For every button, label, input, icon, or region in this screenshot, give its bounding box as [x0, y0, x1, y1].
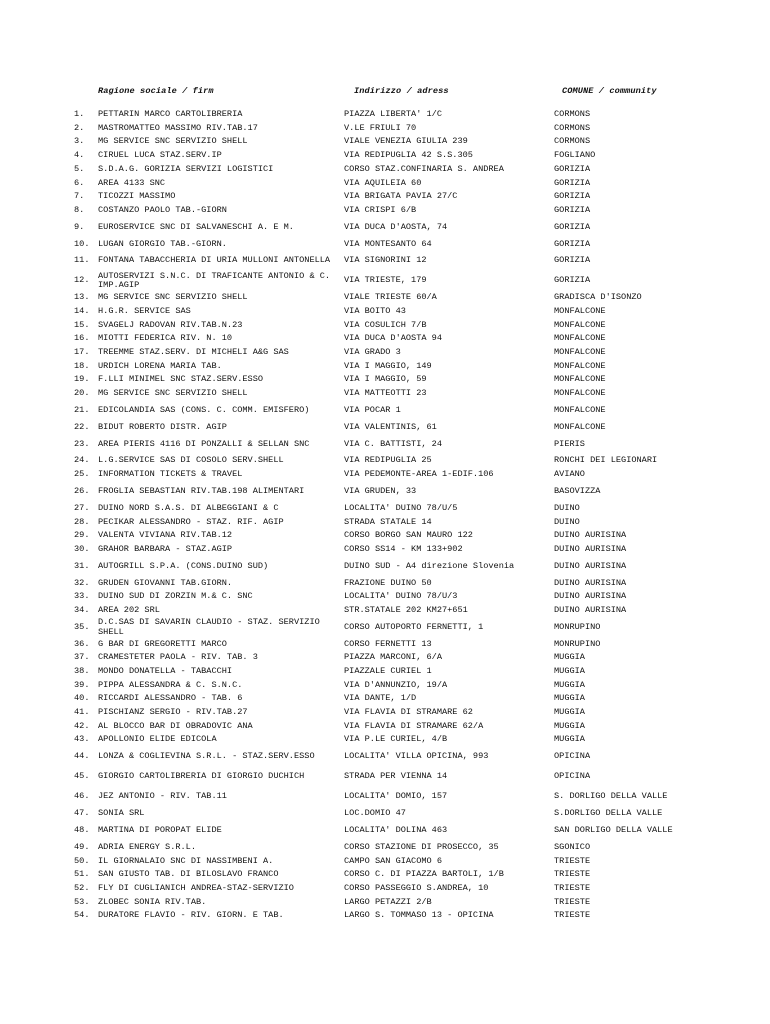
row-number: 54. [74, 910, 90, 921]
row-number: 2. [74, 122, 85, 133]
table-row [0, 787, 770, 807]
address: LOCALITA' VILLA OPICINA, 993 [344, 751, 489, 762]
row-number: 34. [74, 604, 90, 615]
table-row [0, 401, 770, 421]
firm-name: AREA PIERIS 4116 DI PONZALLI & SELLAN SNC [98, 438, 310, 449]
firm-name: GRUDEN GIOVANNI TAB.GIORN. [98, 577, 233, 588]
table-row [0, 720, 770, 734]
row-number: 24. [74, 455, 90, 466]
row-number: 9. [74, 221, 85, 232]
row-number: 38. [74, 666, 90, 677]
address: VIA BOITO 43 [344, 305, 406, 316]
community: SAN DORLIGO DELLA VALLE [554, 825, 673, 835]
firm-name: AREA 202 SRL [98, 604, 160, 615]
row-number: 40. [74, 693, 90, 704]
firm-name: COSTANZO PAOLO TAB.-GIORN [98, 204, 227, 215]
address: VIA C. BATTISTI, 24 [344, 438, 442, 449]
address: PIAZZA MARCONI, 6/A [344, 652, 442, 663]
address: VIA VALENTINIS, 61 [344, 421, 437, 432]
address: CORSO STAZ.CONFINARIA S. ANDREA [344, 163, 504, 174]
address: VIA I MAGGIO, 149 [344, 360, 432, 371]
firm-name: DURATORE FLAVIO - RIV. GIORN. E TAB. [98, 910, 284, 921]
community: GORIZIA [554, 255, 591, 266]
firm-name: PETTARIN MARCO CARTOLIBRERIA [98, 109, 243, 120]
community: MONRUPINO [554, 638, 601, 649]
address: CORSO PASSEGGIO S.ANDREA, 10 [344, 882, 489, 893]
row-number: 49. [74, 841, 90, 852]
address: VIA FLAVIA DI STRAMARE 62/A [344, 720, 484, 731]
community: GORIZIA [554, 221, 591, 232]
firm-name: SVAGELJ RADOVAN RIV.TAB.N.23 [98, 319, 243, 330]
row-number: 19. [74, 374, 90, 385]
table-row [0, 251, 770, 271]
row-number: 39. [74, 679, 90, 690]
row-number: 5. [74, 163, 85, 174]
address: DUINO SUD - A4 direzione Slovenia [344, 560, 515, 571]
firm-name: MG SERVICE SNC SERVIZIO SHELL [98, 292, 248, 303]
community: MONFALCONE [554, 333, 606, 344]
address: LOCALITA' DUINO 78/U/3 [344, 591, 458, 602]
address: CORSO SS14 - KM 133+902 [344, 543, 463, 554]
community: MUGGIA [554, 666, 585, 677]
table-row [0, 909, 770, 923]
table-row [0, 515, 770, 529]
firm-name: FLY DI CUGLIANICH ANDREA-STAZ-SERVIZIO [98, 882, 294, 893]
address: CORSO BORGO SAN MAURO 122 [344, 530, 473, 541]
community: AVIANO [554, 469, 585, 480]
address: FRAZIONE DUINO 50 [344, 577, 432, 588]
row-number: 36. [74, 638, 90, 649]
table-row [0, 434, 770, 454]
firm-name: AUTOGRILL S.P.A. (CONS.DUINO SUD) [98, 560, 269, 571]
table-row [0, 706, 770, 720]
firm-name: MONDO DONATELLA - TABACCHI [98, 666, 233, 677]
table-row [0, 692, 770, 706]
community: S. DORLIGO DELLA VALLE [554, 791, 668, 802]
row-number: 26. [74, 486, 90, 496]
address: LARGO PETAZZI 2/B [344, 896, 432, 907]
community: MUGGIA [554, 734, 585, 745]
address: PIAZZA LIBERTA' 1/C [344, 109, 442, 120]
address: VIA GRADO 3 [344, 347, 401, 358]
row-number: 16. [74, 333, 90, 344]
address: LOCALITA' DUINO 78/U/5 [344, 502, 458, 513]
community: MONFALCONE [554, 347, 606, 358]
address: CORSO FERNETTI 13 [344, 638, 432, 649]
table-row [0, 590, 770, 604]
community: DUINO AURISINA [554, 560, 627, 571]
community: MUGGIA [554, 679, 585, 690]
table-row [0, 502, 770, 516]
table-row [0, 421, 770, 435]
firm-name: BIDUT ROBERTO DISTR. AGIP [98, 421, 227, 432]
community: OPICINA [554, 771, 591, 782]
row-number: 33. [74, 591, 90, 602]
row-number: 3. [74, 136, 85, 147]
community: MONFALCONE [554, 319, 606, 330]
firm-name: EDICOLANDIA SAS (CONS. C. COMM. EMISFERO) [98, 404, 310, 415]
firm-name: AL BLOCCO BAR DI OBRADOVIC ANA [98, 720, 253, 731]
row-number: 1. [74, 109, 85, 120]
table-row [0, 360, 770, 374]
address: PIAZZALE CURIEL 1 [344, 666, 432, 677]
row-number: 42. [74, 720, 90, 731]
address: CORSO STAZIONE DI PROSECCO, 35 [344, 841, 499, 852]
community: SGONICO [554, 841, 591, 852]
address: VIA TRIESTE, 179 [344, 275, 427, 286]
row-number: 53. [74, 896, 90, 907]
firm-name: MIOTTI FEDERICA RIV. N. 10 [98, 333, 233, 344]
community: DUINO AURISINA [554, 577, 627, 588]
row-number: 14. [74, 305, 90, 316]
row-number: 45. [74, 771, 90, 782]
community: BASOVIZZA [554, 486, 601, 496]
address: VIA SIGNORINI 12 [344, 255, 427, 266]
firm-name: SONIA SRL [98, 808, 145, 819]
row-number: 10. [74, 238, 90, 249]
table-row [0, 163, 770, 177]
row-number: 25. [74, 469, 90, 480]
table-row [0, 618, 770, 638]
community: RONCHI DEI LEGIONARI [554, 455, 658, 466]
community: DUINO AURISINA [554, 543, 627, 554]
firm-name: G BAR DI GREGORETTI MARCO [98, 638, 227, 649]
row-number: 11. [74, 255, 90, 266]
column-header-community: COMUNE / community [562, 86, 657, 96]
column-header-firm: Ragione sociale / firm [98, 86, 214, 96]
row-number: 22. [74, 421, 90, 432]
column-header-address: Indirizzo / adress [354, 86, 449, 96]
address: VIA AQUILEIA 60 [344, 177, 422, 188]
row-number: 48. [74, 825, 90, 835]
community: MONFALCONE [554, 360, 606, 371]
row-number: 21. [74, 404, 90, 415]
listing-table [0, 108, 770, 923]
firm-name: FROGLIA SEBASTIAN RIV.TAB.198 ALIMENTARI [98, 486, 305, 496]
firm-name: AUTOSERVIZI S.N.C. DI TRAFICANTE ANTONIO & C. IMP.AGIP [98, 270, 331, 291]
table-row [0, 305, 770, 319]
firm-name: TREEMME STAZ.SERV. DI MICHELI A&G SAS [98, 347, 289, 358]
community: DUINO AURISINA [554, 591, 627, 602]
row-number: 47. [74, 808, 90, 819]
community: GORIZIA [554, 163, 591, 174]
community: MONFALCONE [554, 374, 606, 385]
row-number: 32. [74, 577, 90, 588]
firm-name: GRAHOR BARBARA - STAZ.AGIP [98, 543, 233, 554]
community: DUINO AURISINA [554, 604, 627, 615]
community: MONFALCONE [554, 421, 606, 432]
row-number: 41. [74, 707, 90, 718]
firm-name: CIRUEL LUCA STAZ.SERV.IP [98, 150, 222, 161]
table-row [0, 135, 770, 149]
row-number: 4. [74, 150, 85, 161]
firm-name: F.LLI MINIMEL SNC STAZ.SERV.ESSO [98, 374, 264, 385]
community: TRIESTE [554, 869, 591, 880]
table-row [0, 176, 770, 190]
community: TRIESTE [554, 910, 591, 921]
address: VIA REDIPUGLIA 42 S.S.305 [344, 150, 473, 161]
row-number: 51. [74, 869, 90, 880]
address: VIA DANTE, 1/D [344, 693, 417, 704]
firm-name: MG SERVICE SNC SERVIZIO SHELL [98, 136, 248, 147]
table-row [0, 482, 770, 502]
firm-name: ADRIA ENERGY S.R.L. [98, 841, 196, 852]
table-row [0, 543, 770, 557]
row-number: 18. [74, 360, 90, 371]
firm-name: D.C.SAS DI SAVARIN CLAUDIO - STAZ. SERVIZIO SHELL [98, 617, 320, 637]
community: TRIESTE [554, 882, 591, 893]
table-row [0, 665, 770, 679]
table-row [0, 387, 770, 401]
table-row [0, 679, 770, 693]
community: OPICINA [554, 751, 591, 762]
community: MUGGIA [554, 693, 585, 704]
firm-name: GIORGIO CARTOLIBRERIA DI GIORGIO DUCHICH [98, 771, 305, 782]
row-number: 12. [74, 275, 90, 286]
table-row [0, 271, 770, 291]
firm-name: IL GIORNALAIO SNC DI NASSIMBENI A. [98, 855, 274, 866]
community: DUINO [554, 516, 580, 527]
table-row [0, 882, 770, 896]
community: FOGLIANO [554, 150, 596, 161]
address: VIA PEDEMONTE-AREA 1-EDIF.106 [344, 469, 494, 480]
table-row [0, 238, 770, 252]
address: VIA GRUDEN, 33 [344, 486, 417, 496]
row-number: 28. [74, 516, 90, 527]
community: MUGGIA [554, 652, 585, 663]
firm-name: L.G.SERVICE SAS DI COSOLO SERV.SHELL [98, 455, 284, 466]
table-row [0, 468, 770, 482]
address: VIA DUCA D'AOSTA 94 [344, 333, 442, 344]
row-number: 23. [74, 438, 90, 449]
address: VIA MONTESANTO 64 [344, 238, 432, 249]
table-row [0, 108, 770, 122]
firm-name: URDICH LORENA MARIA TAB. [98, 360, 222, 371]
address: VIA FLAVIA DI STRAMARE 62 [344, 707, 473, 718]
address: STRADA PER VIENNA 14 [344, 771, 448, 782]
firm-name: PISCHIANZ SERGIO - RIV.TAB.27 [98, 707, 248, 718]
community: TRIESTE [554, 896, 591, 907]
community: GORIZIA [554, 275, 591, 286]
firm-name: RICCARDI ALESSANDRO - TAB. 6 [98, 693, 243, 704]
address: CORSO C. DI PIAZZA BARTOLI, 1/B [344, 869, 504, 880]
table-row [0, 604, 770, 618]
table-row [0, 346, 770, 360]
address: VIA P.LE CURIEL, 4/B [344, 734, 448, 745]
table-row [0, 190, 770, 204]
address: VIA CRISPI 6/B [344, 204, 417, 215]
address: VIA COSULICH 7/B [344, 319, 427, 330]
address: CORSO AUTOPORTO FERNETTI, 1 [344, 621, 484, 632]
address: VIA D'ANNUNZIO, 19/A [344, 679, 448, 690]
firm-name: VALENTA VIVIANA RIV.TAB.12 [98, 530, 233, 541]
address: STR.STATALE 202 KM27+651 [344, 604, 468, 615]
community: GORIZIA [554, 238, 591, 249]
address: LOCALITA' DOMIO, 157 [344, 791, 448, 802]
table-row [0, 747, 770, 767]
table-row [0, 807, 770, 821]
row-number: 20. [74, 388, 90, 399]
table-row [0, 529, 770, 543]
community: DUINO AURISINA [554, 530, 627, 541]
table-row [0, 868, 770, 882]
community: CORMONS [554, 136, 591, 147]
row-number: 8. [74, 204, 85, 215]
row-number: 27. [74, 502, 90, 513]
community: GORIZIA [554, 177, 591, 188]
row-number: 17. [74, 347, 90, 358]
row-number: 52. [74, 882, 90, 893]
table-row [0, 733, 770, 747]
row-number: 7. [74, 191, 85, 202]
firm-name: EUROSERVICE SNC DI SALVANESCHI A. E M. [98, 221, 294, 232]
row-number: 50. [74, 855, 90, 866]
table-row [0, 291, 770, 305]
row-number: 31. [74, 560, 90, 571]
table-row [0, 651, 770, 665]
address: STRADA STATALE 14 [344, 516, 432, 527]
firm-name: PECIKAR ALESSANDRO - STAZ. RIF. AGIP [98, 516, 284, 527]
firm-name: APOLLONIO ELIDE EDICOLA [98, 734, 217, 745]
row-number: 30. [74, 543, 90, 554]
table-row [0, 821, 770, 841]
community: DUINO [554, 502, 580, 513]
community: GORIZIA [554, 191, 591, 202]
row-number: 35. [74, 621, 90, 632]
row-number: 29. [74, 530, 90, 541]
community: PIERIS [554, 438, 585, 449]
firm-name: ZLOBEC SONIA RIV.TAB. [98, 896, 207, 907]
address: VIALE VENEZIA GIULIA 239 [344, 136, 468, 147]
address: VIA MATTEOTTI 23 [344, 388, 427, 399]
firm-name: PIPPA ALESSANDRA & C. S.N.C. [98, 679, 243, 690]
firm-name: INFORMATION TICKETS & TRAVEL [98, 469, 243, 480]
row-number: 44. [74, 751, 90, 762]
community: GRADISCA D'ISONZO [554, 292, 642, 303]
address: VIA REDIPUGLIA 25 [344, 455, 432, 466]
firm-name: S.D.A.G. GORIZIA SERVIZI LOGISTICI [98, 163, 274, 174]
community: MUGGIA [554, 720, 585, 731]
address: LARGO S. TOMMASO 13 - OPICINA [344, 910, 494, 921]
table-row [0, 841, 770, 855]
table-row [0, 577, 770, 591]
firm-name: MG SERVICE SNC SERVIZIO SHELL [98, 388, 248, 399]
table-row [0, 149, 770, 163]
address: VIA I MAGGIO, 59 [344, 374, 427, 385]
community: MONRUPINO [554, 621, 601, 632]
firm-name: SAN GIUSTO TAB. DI BILOSLAVO FRANCO [98, 869, 279, 880]
community: S.DORLIGO DELLA VALLE [554, 808, 663, 819]
row-number: 6. [74, 177, 85, 188]
table-row [0, 638, 770, 652]
firm-name: TICOZZI MASSIMO [98, 191, 176, 202]
community: GORIZIA [554, 204, 591, 215]
firm-name: LUGAN GIORGIO TAB.-GIORN. [98, 238, 227, 249]
address: V.LE FRIULI 70 [344, 122, 417, 133]
community: CORMONS [554, 109, 591, 120]
firm-name: JEZ ANTONIO - RIV. TAB.11 [98, 791, 227, 802]
table-row [0, 896, 770, 910]
firm-name: H.G.R. SERVICE SAS [98, 305, 191, 316]
firm-name: CRAMESTETER PAOLA - RIV. TAB. 3 [98, 652, 258, 663]
community: TRIESTE [554, 855, 591, 866]
row-number: 46. [74, 791, 90, 802]
community: MUGGIA [554, 707, 585, 718]
firm-name: AREA 4133 SNC [98, 177, 166, 188]
firm-name: LONZA & COGLIEVINA S.R.L. - STAZ.SERV.ESSO [98, 751, 315, 762]
address: VIALE TRIESTE 60/A [344, 292, 437, 303]
table-row [0, 122, 770, 136]
table-row [0, 332, 770, 346]
table-row [0, 557, 770, 577]
table-row [0, 319, 770, 333]
row-number: 43. [74, 734, 90, 745]
address: LOCALITA' DOLINA 463 [344, 825, 448, 835]
table-row [0, 767, 770, 787]
address: VIA POCAR 1 [344, 404, 401, 415]
row-number: 13. [74, 292, 90, 303]
row-number: 37. [74, 652, 90, 663]
firm-name: DUINO SUD DI ZORZIN M.& C. SNC [98, 591, 253, 602]
firm-name: FONTANA TABACCHERIA DI URIA MULLONI ANTONELLA [98, 255, 331, 266]
community: MONFALCONE [554, 305, 606, 316]
firm-name: MARTINA DI POROPAT ELIDE [98, 825, 222, 835]
table-row [0, 454, 770, 468]
community: MONFALCONE [554, 404, 606, 415]
table-row [0, 854, 770, 868]
table-row [0, 218, 770, 238]
table-row [0, 204, 770, 218]
address: VIA DUCA D'AOSTA, 74 [344, 221, 448, 232]
community: CORMONS [554, 122, 591, 133]
table-row [0, 373, 770, 387]
firm-name: MASTROMATTEO MASSIMO RIV.TAB.17 [98, 122, 258, 133]
address: CAMPO SAN GIACOMO 6 [344, 855, 442, 866]
community: MONFALCONE [554, 388, 606, 399]
firm-name: DUINO NORD S.A.S. DI ALBEGGIANI & C [98, 502, 279, 513]
address: VIA BRIGATA PAVIA 27/C [344, 191, 458, 202]
row-number: 15. [74, 319, 90, 330]
address: LOC.DOMIO 47 [344, 808, 406, 819]
